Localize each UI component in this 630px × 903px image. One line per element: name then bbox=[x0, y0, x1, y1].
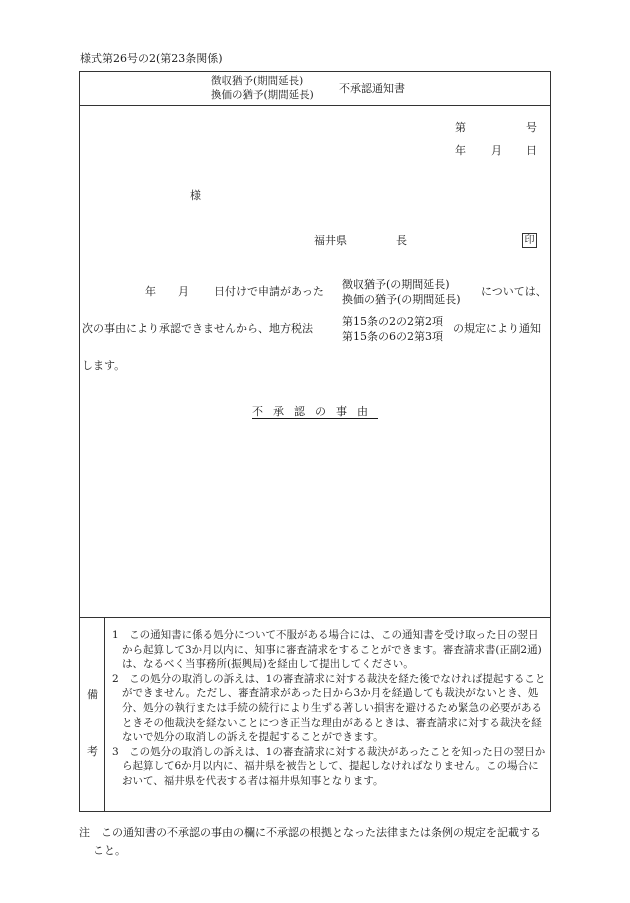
application-type-option-2: 換価の猶予(の期間延長) bbox=[342, 293, 461, 306]
law-article-option-2: 第15条の6の2第3項 bbox=[342, 330, 443, 343]
reason-lead-text: 次の事由により承認できませんから、地方税法 bbox=[82, 322, 313, 335]
footnote-text: 注 この通知書の不承認の事由の欄に不承認の根拠となった法律または条例の規定を記載すること。 bbox=[79, 826, 541, 857]
application-type-options bbox=[342, 277, 461, 307]
document-title: 不承認通知書 bbox=[339, 82, 405, 95]
notice-type-options bbox=[211, 74, 314, 102]
application-suffix: については、 bbox=[481, 285, 547, 298]
notice-type-option-1: 徴収猶予(期間延長) bbox=[211, 75, 304, 87]
issuer-prefecture: 福井県 bbox=[314, 234, 347, 247]
remarks-list bbox=[112, 628, 548, 789]
law-article-option-1: 第15条の2の2第2項 bbox=[342, 315, 443, 328]
seal-text: 印 bbox=[522, 233, 537, 248]
footnote bbox=[79, 824, 551, 860]
application-date-text: 日付けで申請があった bbox=[214, 285, 324, 298]
application-month: 月 bbox=[178, 285, 189, 298]
recipient-honorific: 様 bbox=[190, 189, 201, 202]
document-number-suffix: 号 bbox=[526, 121, 537, 134]
remarks-label-divider bbox=[104, 617, 105, 811]
reason-heading: 不承認の事由 bbox=[252, 405, 378, 418]
header-divider bbox=[80, 105, 550, 106]
issuer-title: 長 bbox=[396, 234, 407, 247]
form-number: 様式第26号の2(第23条関係) bbox=[80, 52, 223, 65]
notification-clause: の規定により通知 bbox=[453, 322, 541, 335]
notice-type-option-2: 換価の猶予(期間延長) bbox=[211, 89, 314, 101]
remarks-label-bottom: 考 bbox=[87, 745, 98, 758]
remark-item: 2 この処分の取消しの訴えは、1の審査請求に対する裁決を経た後でなければ提起することができません。ただし、審査請求があった日から3か月を経過しても裁決がないとき、処分、処分の執行または手続の続行により生ずる著しい損害を避けるため緊急の必要があるときその他裁決を経ないことにつき正当な理由があるときは、審査請求に対する裁決を経ないで処分の取消しの訴えを提起することができます。 bbox=[112, 672, 546, 744]
document-number-prefix: 第 bbox=[455, 121, 466, 134]
date-day: 日 bbox=[526, 144, 537, 157]
remarks-label-top: 備 bbox=[87, 688, 98, 701]
date-year: 年 bbox=[455, 144, 466, 157]
application-year: 年 bbox=[145, 285, 156, 298]
notification-end: します。 bbox=[82, 359, 126, 372]
application-type-option-1: 徴収猶予(の期間延長) bbox=[342, 278, 450, 291]
notice-form bbox=[79, 71, 551, 812]
law-article-options bbox=[342, 314, 443, 344]
remark-item: 3 この処分の取消しの訴えは、1の審査請求に対する裁決があったことを知った日の翌日から起算して6か月以内に、福井県を被告として、提起しなければなりません。この場合において、福井県を代表する者は福井県知事となります。 bbox=[112, 745, 546, 787]
date-month: 月 bbox=[491, 144, 502, 157]
seal-mark bbox=[522, 233, 537, 248]
remarks-divider bbox=[80, 617, 550, 618]
remark-item: 1 この通知書に係る処分について不服がある場合には、この通知書を受け取った日の翌日から起算して3か月以内に、知事に審査請求をすることができます。審査請求書(正副2通)は、なるべく当事務所(振興局)を経由して提出してください。 bbox=[112, 629, 542, 671]
